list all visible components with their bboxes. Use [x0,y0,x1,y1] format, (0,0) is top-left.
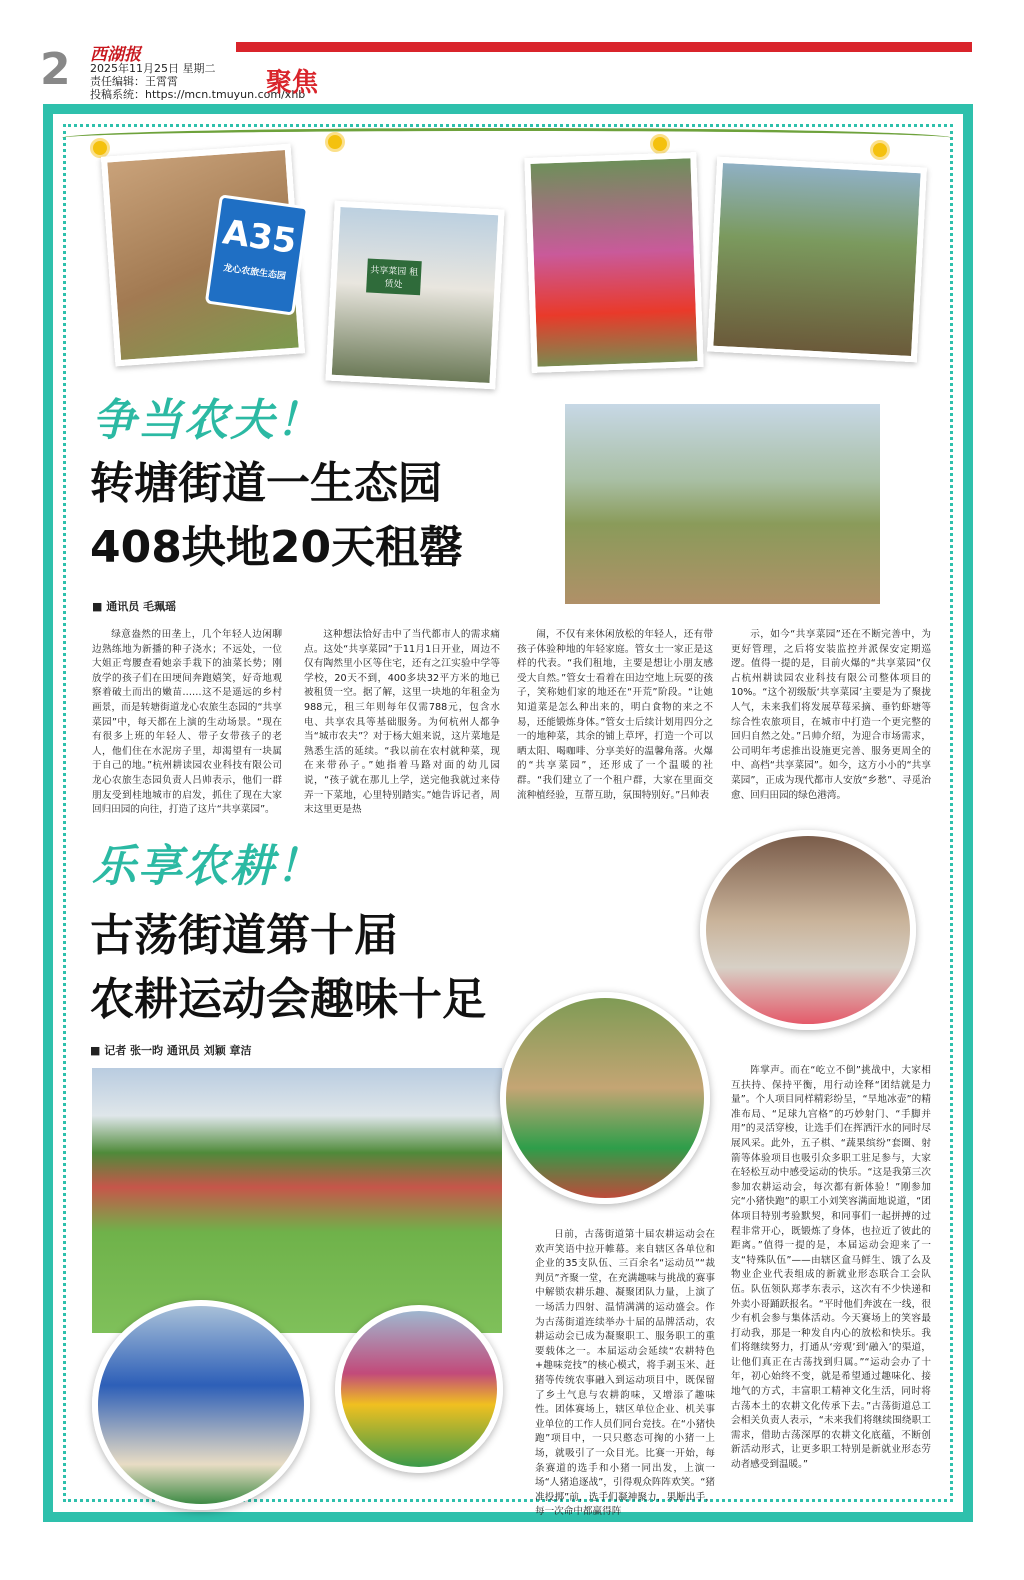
rental-office-sign: 共享菜园 租赁处 [366,258,422,295]
photo-flowers [524,152,703,373]
photo-sports-field [92,1068,502,1333]
photo-team-balance-game [335,1305,503,1473]
page-number: 2 [40,44,71,95]
newspaper-logo: 西湖报 [90,45,141,65]
page-header [0,0,1024,100]
photo-curling-game [700,830,916,1030]
article2-headline-line2: 农耕运动会趣味十足 [90,974,486,1025]
editor-credit: 责任编辑：王霄霄 [90,75,178,88]
article1-column-2: 这种想法恰好击中了当代都市人的需求痛点。这处“共享菜园”于11月1日开业，周边不仅有陶然里小区等住宅，还有之江实验中学等学校，20天不到，400多块32平方米的地已被租赁一空。据了解，这里一块地的年租金为988元，租三年则每年仅需788元，包含水电、共享农具等基础服务。为何杭州人都争当“城市农夫”？对于杨大姐来说，这片菜地是熟悉生活的延续。“我以前在农村就种菜，现在来带孙子。”她指着马路对面的幼儿园说，“孩子就在那儿上学，送完他我就过来侍弄一下菜地，心里特别踏实。”她告诉记者，周末这里更是热 [304,629,500,816]
flower-icon [325,132,345,152]
plot-sign-code: A35 [220,212,299,263]
article2-column-1: 日前，古荡街道第十届农耕运动会在欢声笑语中拉开帷幕。来自辖区各单位和企业的35支队伍、三百余名“运动员”“裁判员”齐聚一堂，在充满趣味与挑战的赛事中解锁农耕乐趣、凝聚团队力量，上演了一场活力四射、温情满满的运动盛会。作为古荡街道连续举办十届的品牌活动，农耕运动会已成为凝聚职工、服务职工的重要载体之一。本届运动会延续“农耕特色+趣味竞技”的核心模式，将手剥玉米、赶猪等传统农事融入到运动项目中，既保留了乡土气息与农耕韵味，又增添了趣味性。团体赛场上，辖区单位企业、机关事业单位的工作人员们同台竞技。在“小猪快跑”项目中，一只只憨态可掬的小猪一上场，就吸引了一众目光。比赛一开始，每条赛道的选手和小猪一同出发，上演一场“人猪追逐战”，引得观众阵阵欢笑。“猪准投掷”前，选手们凝神聚力，果断出手，每一次命中都赢得阵 [535,1229,715,1518]
photo-gardener [707,157,927,363]
article1-column-4: 示，如今“共享菜园”还在不断完善中，为更好管理，之后将安装监控并派保安定期巡逻。值得一提的是，目前火爆的“共享菜园”仅占杭州耕读园农业科技有限公司整体项目的10%。“这个初级版‘共享菜园’主要是为了聚拢人气，未来我们将发展草莓采摘、垂钓虾塘等综合性农旅项目，在城市中打造一个更完整的回归自然之处。”吕帅介绍，为迎合市场需求，公司明年考虑推出设施更完善、服务更周全的中、高档“共享菜园”。如今，这方小小的“共享菜园”，正成为现代都市人安放“乡愁”、寻觅治愈、回归田园的绿色港湾。 [731,629,931,801]
photo-shared-garden-field [565,404,880,604]
plot-sign-name: 龙心农旅生态园 [222,263,287,283]
issue-date: 2025年11月25日 星期二 [90,62,216,75]
photo-pig-race [500,992,710,1204]
article1-column-1: 绿意盎然的田垄上，几个年轻人边闲聊边熟练地为新播的种子浇水；不远处，一位大姐正弯腰查看她亲手栽下的油菜长势；刚放学的孩子们在田埂间奔跑嬉笑，好奇地观察着破土而出的嫩苗……这不是遥远的乡村画景，而是转塘街道龙心农旅生态园的“共享菜园”中，每天都在上演的生动场景。“现在有很多上班的年轻人、带子女带孩子的老人，他们住在水泥房子里，却渴望有一块属于自己的地。”杭州耕读园农业科技有限公司龙心农旅生态园负责人吕帅表示，他们一群朋友受到桂地城市的启发，抓住了现在大家回归田园的向往，打造了这片“共享菜园”。 [92,629,282,816]
header-red-bar [236,42,972,52]
article2-column-2: 阵掌声。而在“屹立不倒”挑战中，大家相互扶持、保持平衡，用行动诠释“团结就是力量”。个人项目同样精彩纷呈，“旱地冰壶”的精准布局、“足球九宫格”的巧妙射门、“手脚并用”的灵活穿梭，让选手们在挥洒汗水的同时尽展风采。此外，五子棋、“蔬果缤纷”套圈、射箭等体验项目也吸引众多职工驻足参与，大家在轻松互动中感受运动的快乐。“这是我第三次参加农耕运动会，每次都有新体验！”刚参加完“小猪快跑”的职工小刘笑容满面地说道，“团体项目特别考验默契，和同事们一起拼搏的过程非常开心，既锻炼了身体，也拉近了彼此的距离。”值得一提的是，本届运动会迎来了一支“特殊队伍”——由辖区盒马鲜生、饿了么及物业企业代表组成的新就业形态联合工会队伍。队伍领队郑孝东表示，这次有不少快递和外卖小哥踊跃报名。“平时他们奔波在一线，很少有机会参与集体活动。今天赛场上的笑容最打动我，那是一种发自内心的放松和快乐。我们将继续努力，打通从‘旁观’到‘融入’的渠道，让他们真正在古荡找到归属。”“运动会办了十年，初心始终不变，就是希望通过趣味化、接地气的方式，丰富职工精神文化生活，同时将古荡本土的农耕文化传承下去。”古荡街道总工会相关负责人表示，“未来我们将继续围绕职工需求，借助古荡深厚的农耕文化底蕴，不断创新活动形式，让更多职工特别是新就业形态劳动者感受到温暖。” [731,1065,931,1471]
photo-inflatable-game [92,1300,310,1510]
plot-sign [205,194,309,315]
flower-icon [870,140,890,160]
flower-icon [90,138,110,158]
article2-headline-line1: 古荡街道第十届 [90,910,398,961]
article1-headline-line2: 408块地20天租罄 [90,522,464,573]
article2-slogan: 乐享农耕！ [92,841,322,892]
photo-rental-office [325,201,504,390]
flower-icon [650,134,670,154]
section-title: 聚焦 [266,68,319,98]
article1-byline: ■ 通讯员 毛珮瑶 [92,600,177,613]
article1-headline-line1: 转塘街道一生态园 [90,458,442,509]
article1-column-3: 闹，不仅有来休闲放松的年轻人，还有带孩子体验种地的年轻家庭。管女士一家正是这样的代表。“我们租地，主要是想让小朋友感受大自然。”管女士看着在田边空地上玩耍的孩子，笑称她们家的地还在“开荒”阶段。“让她知道菜是怎么种出来的，明白食物的来之不易，还能锻炼身体。”管女士后续计划用四分之一的地种菜，其余的铺上草坪，打造一个可以晒太阳、喝咖啡、分享美好的温馨角落。火爆的“共享菜园”，还形成了一个温暖的社群。“我们建立了一个租户群，大家在里面交流种植经验，互帮互助，氛围特别好。”吕帅表 [517,629,713,801]
submission-link[interactable]: 投稿系统：https://mcn.tmuyun.com/xhb [90,88,306,101]
article2-byline: ■ 记者 张一昀 通讯员 刘颖 章洁 [90,1044,252,1057]
article1-slogan: 争当农夫！ [92,395,322,446]
